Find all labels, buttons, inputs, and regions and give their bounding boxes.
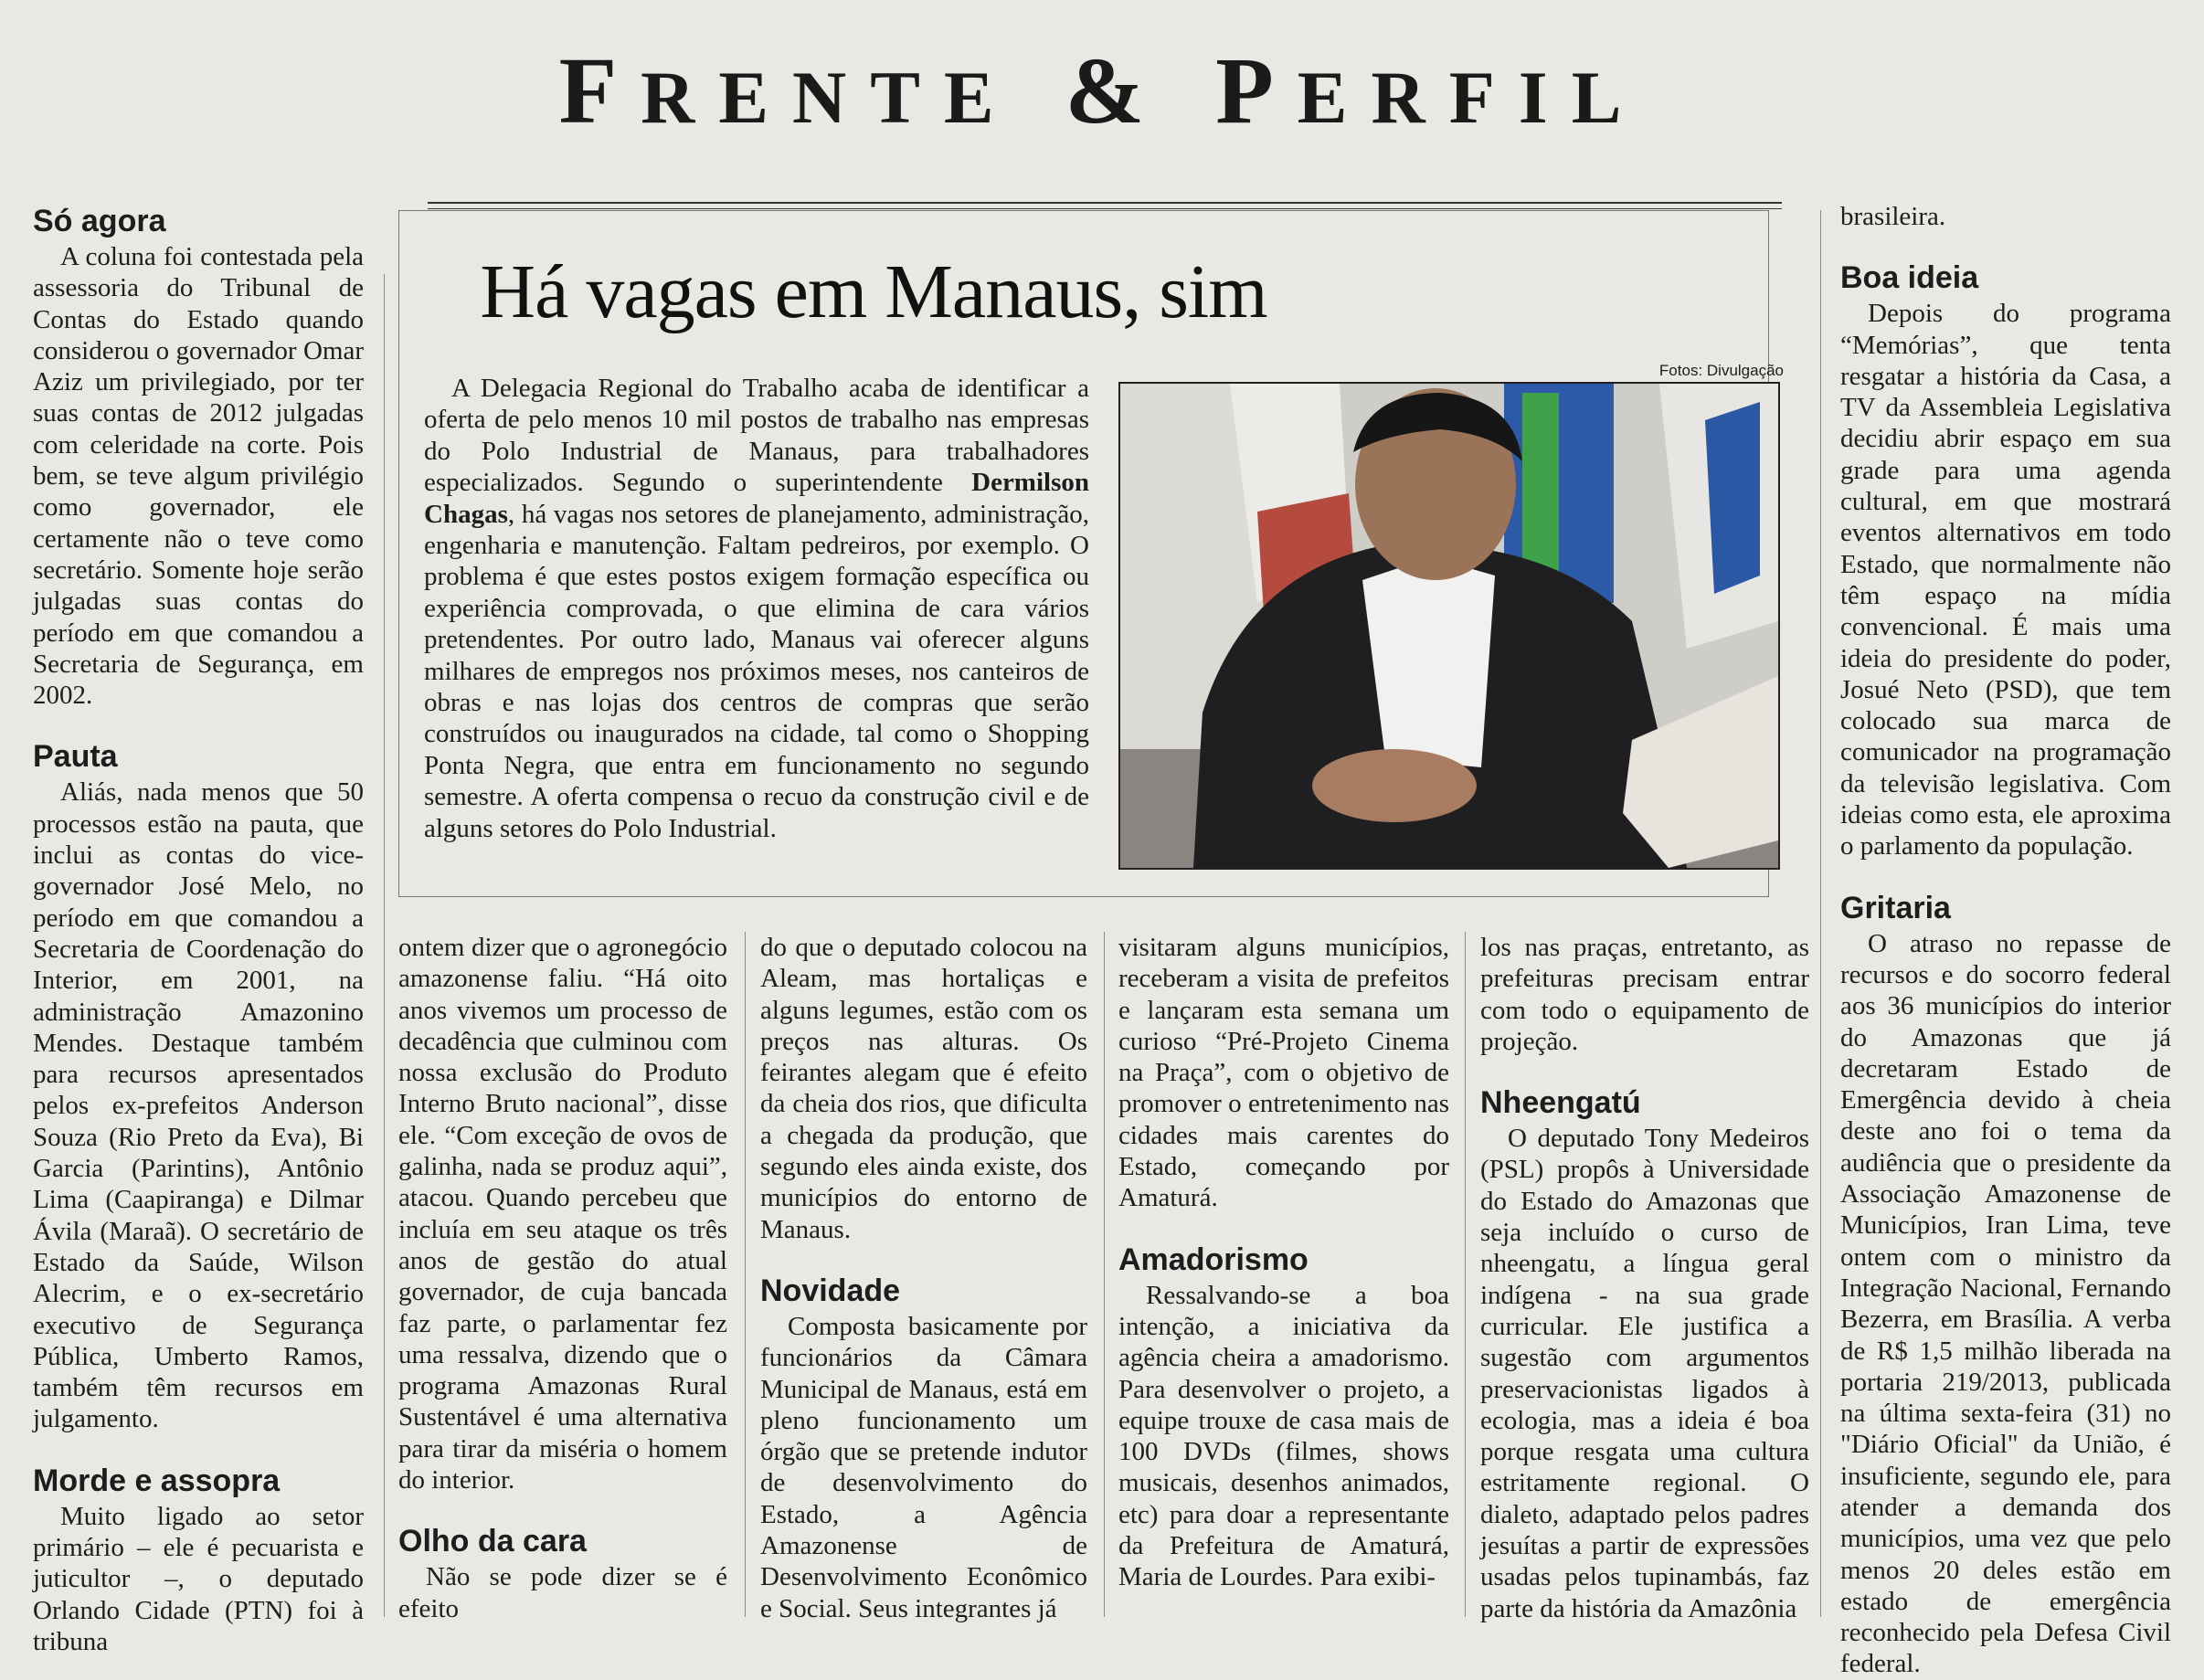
column-3 — [760, 932, 1087, 1624]
column-divider — [1465, 932, 1466, 1617]
section-heading: Olho da cara — [398, 1524, 587, 1559]
section-masthead — [0, 37, 2204, 145]
masthead-letter: F — [558, 38, 641, 143]
column-divider — [745, 932, 746, 1617]
feature-body — [424, 373, 1089, 844]
article-paragraph: Depois do programa “Memórias”, que tenta resgatar a história da Casa, a TV da Assembleia Legislativa decidiu abrir espaço em sua grade para uma agenda cultural, em que mostrará eventos alternativos em todo Estado, que normalmente não têm espaço na mídia convencional. É mais uma ideia do presidente do poder, Josué Neto (PSD), que tem colocado sua marca de comunicador na programação da televisão legislativa. Com ideias como esta, ele aproxima o parlamento da população. — [1840, 299, 2171, 861]
column-divider — [1104, 932, 1105, 1617]
section-heading: Só agora — [33, 204, 166, 238]
masthead-ampersand: & — [1065, 38, 1169, 143]
article-paragraph: Ressalvando-se a boa intenção, a iniciativa da agência cheira a amadorismo. Para desenvolver o projeto, a equipe trouxe de casa mais de 100 DVDs (filmes, shows musicais, desenhos animados, etc) para doar a representante da Prefeitura de Amaturá, Maria de Lourdes. Para exibi- — [1118, 1280, 1449, 1592]
column-divider — [384, 274, 385, 1617]
article-paragraph: O deputado Tony Medeiros (PSL) propôs à Universidade do Estado do Amazonas que seja incluído o curso de nheengatu, a língua geral indígena - na sua grade curricular. Ele justifica a sugestão com argumentos preservacionistas ligados à ecologia, mas a ideia é boa porque resgata uma cultura estritamente regional. O dialeto, adaptado pelos padres jesuítas a partir de expressões usadas pelos tupinambás, faz parte da história da Amazônia — [1480, 1124, 1809, 1623]
section-heading: Novidade — [760, 1273, 901, 1308]
article-paragraph: ontem dizer que o agronegócio amazonense faliu. “Há oito anos vivemos um processo de decadência que culminou com nossa exclusão do Produto Interno Bruto nacional”, disse ele. “Com exceção de ovos de galinha, nada se produz aqui”, atacou. Quando percebeu que incluía em seu ataque os três anos de gestão do atual governador, de cuja bancada faz parte, o parlamentar fez uma ressalva, dizendo que o programa Amazonas Rural Sustentável é uma alternativa para tirar da miséria o homem do interior. — [398, 933, 727, 1495]
column-divider — [1820, 210, 1821, 1617]
section-heading: Amadorismo — [1118, 1242, 1309, 1277]
section-heading: Morde e assopra — [33, 1463, 281, 1498]
masthead-word: RENTE — [641, 56, 1018, 139]
article-paragraph: visitaram alguns municípios, receberam a visita de prefeitos e lançaram esta semana um curioso “Pré-Projeto Cinema na Praça”, com o objetivo de promover o entretenimento nas cidades mais carentes do Estado, começando por Amaturá. — [1118, 933, 1449, 1213]
section-heading: Boa ideia — [1840, 260, 1979, 296]
article-paragraph: Não se pode dizer se é efeito — [398, 1562, 727, 1623]
masthead-word: ERFIL — [1297, 56, 1646, 139]
article-paragraph: brasileira. — [1840, 202, 1946, 231]
article-paragraph: do que o deputado colocou na Aleam, mas hortaliças e alguns legumes, estão com os preços nas alturas. Os feirantes alegam que é efeito da cheia dos rios, que dificulta a chegada da produção, que segundo eles ainda existe, dos municípios do entorno de Manaus. — [760, 933, 1087, 1244]
column-2 — [398, 932, 727, 1624]
article-paragraph: A coluna foi contestada pela assessoria do Tribunal de Contas do Estado quando considerou o governador Omar Aziz um privilegiado, por ter suas contas de 2012 julgadas com celeridade na corte. Pois bem, se teve algum privilégio como governador, ele certamente não o teve como secretário. Somente hoje serão julgadas suas contas do período em que comandou a Secretaria de Segurança, em 2002. — [33, 242, 364, 711]
column-6 — [1840, 201, 2171, 1680]
feature-headline: Há vagas em Manaus, sim — [480, 249, 1267, 334]
section-heading: Nheengatú — [1480, 1085, 1641, 1121]
section-heading: Pauta — [33, 739, 118, 775]
feature-body-text: A Delegacia Regional do Trabalho acaba de identificar a oferta de pelo menos 10 mil postos de trabalho nas empresas do Polo Industrial de Manaus, para trabalhadores especializados. Segundo o superintendente — [424, 374, 1089, 498]
article-paragraph: Aliás, nada menos que 50 processos estão na pauta, que inclui as contas do vice-governador José Melo, no período em que comandou a Secretaria de Coordenação do Interior, em 2001, na administração Amazonino Mendes. Destaque também para recursos apresentados pelos ex-prefeitos Anderson Souza (Rio Preto da Eva), Bi Garcia (Parintins), Antônio Lima (Caapiranga) e Dilmar Ávila (Maraã). O secretário de Estado da Saúde, Wilson Alecrim, e o ex-secretário executivo de Segurança Pública, Umberto Ramos, também têm recursos em julgamento. — [33, 777, 364, 1434]
article-paragraph: Muito ligado ao setor primário – ele é pecuarista e juticultor –, o deputado Orlando Cidade (PTN) foi à tribuna — [33, 1501, 364, 1656]
feature-body-name: Dermilson Chagas — [424, 468, 1089, 529]
masthead-rule — [428, 202, 1782, 204]
article-paragraph: Composta basicamente por funcionários da Câmara Municipal de Manaus, está em pleno funcionamento um órgão que se pretende indutor de desenvolvimento do Estado, a Agência Amazonense de Desenvolvimento Econômico e Social. Seus integrantes já — [760, 1311, 1087, 1623]
feature-body-text: , há vagas nos setores de planejamento, administração, engenharia e manutenção. Faltam pedreiros, por exemplo. O problema é que estes postos exigem formação específica ou experiência comprovada, o que elimina de cara vários pretendentes. Por outro lado, Manaus vai oferecer alguns milhares de empregos nos próximos meses, nos canteiros de obras e nas lojas dos centros de compras que serão construídos ou inaugurados na cidade, tal como o Shopping Ponta Negra, que entra em funcionamento no segundo semestre. A oferta compensa o recuo da construção civil e de alguns setores do Polo Industrial. — [424, 499, 1089, 843]
section-heading: Gritaria — [1840, 890, 1951, 925]
feature-photo — [1118, 382, 1780, 870]
photo-image — [1120, 384, 1778, 868]
column-4 — [1118, 932, 1449, 1593]
photo-credit: Fotos: Divulgação — [1658, 362, 1784, 379]
column-1 — [33, 201, 364, 1657]
column-5 — [1480, 932, 1809, 1624]
masthead-letter: P — [1215, 38, 1298, 143]
article-paragraph: O atraso no repasse de recursos e do socorro federal aos 36 municípios do interior do Amazonas que já decretaram Estado de Emergência devido à cheia deste ano foi o tema da audiência que o presidente da Associação Amazonense de Municípios, Iran Lima, teve ontem com o ministro da Integração Nacional, Fernando Bezerra, em Brasília. A verba de R$ 1,5 milhão liberada na portaria 219/2013, publicada na última sexta-feira (31) no "Diário Oficial" da União, é insuficiente, segundo ele, para atender a demanda dos municípios, uma vez que pelo menos 20 deles estão em estado de emergência reconhecido pela Defesa Civil federal. — [1840, 928, 2171, 1679]
article-paragraph: los nas praças, entretanto, as prefeituras precisam entrar com todo o equipamento de projeção. — [1480, 933, 1809, 1056]
masthead-rule — [428, 208, 1782, 209]
